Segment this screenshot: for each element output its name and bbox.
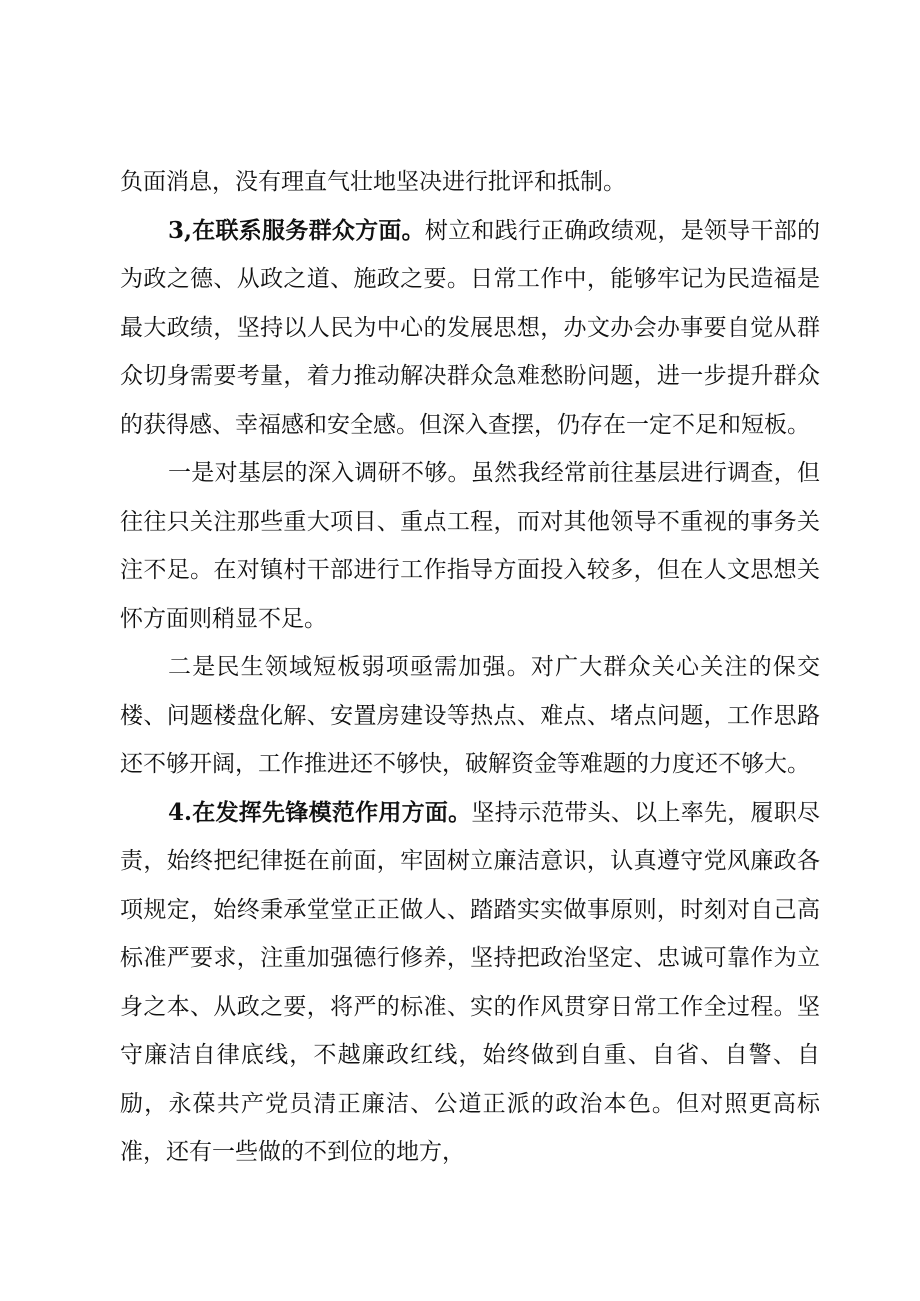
paragraph-text: 负面消息，没有理直气壮地坚决进行批评和抵制。	[120, 169, 626, 195]
paragraph-section-3	[120, 207, 820, 450]
paragraph-text: 坚持示范带头、以上率先，履职尽责，始终把纪律挺在前面，牢固树立廉洁意识，认真遵守党风廉政各项规定，始终秉承堂堂正正做人、踏踏实实做事原则，时刻对自己高标准严要求，注重加强德行修养，坚持把政治坚定、忠诚可靠作为立身之本、从政之要，将严的标准、实的作风贯穿日常工作全过程。坚守廉洁自律底线，不越廉政红线，始终做到自重、自省、自警、自励，永葆共产党员清正廉洁、公道正派的政治本色。但对照更高标准，还有一些做的不到位的地方，	[120, 799, 820, 1165]
document-body	[120, 158, 820, 1177]
paragraph-text: 一是对基层的深入调研不够。虽然我经常前往基层进行调查，但往往只关注那些重大项目、重点工程，而对其他领导不重视的事务关注不足。在对镇村干部进行工作指导方面投入较多，但在人文思想关怀方面则稍显不足。	[120, 460, 820, 632]
paragraph-point-1	[120, 449, 820, 643]
section-heading-4: 4.在发挥先锋模范作用方面。	[168, 798, 472, 826]
paragraph-section-4	[120, 789, 820, 1177]
section-heading-3: 3,在联系服务群众方面。	[168, 216, 425, 244]
paragraph-point-2	[120, 643, 820, 789]
paragraph-text: 二是民生领域短板弱项亟需加强。对广大群众关心关注的保交楼、问题楼盘化解、安置房建设等热点、难点、堵点问题，工作思路还不够开阔，工作推进还不够快，破解资金等难题的力度还不够大。	[120, 654, 820, 777]
paragraph-continuation	[120, 158, 820, 207]
paragraph-text: 树立和践行正确政绩观，是领导干部的为政之德、从政之道、施政之要。日常工作中，能够牢记为民造福是最大政绩，坚持以人民为中心的发展思想，办文办会办事要自觉从群众切身需要考量，着力推动解决群众急难愁盼问题，进一步提升群众的获得感、幸福感和安全感。但深入查摆，仍存在一定不足和短板。	[120, 217, 820, 438]
